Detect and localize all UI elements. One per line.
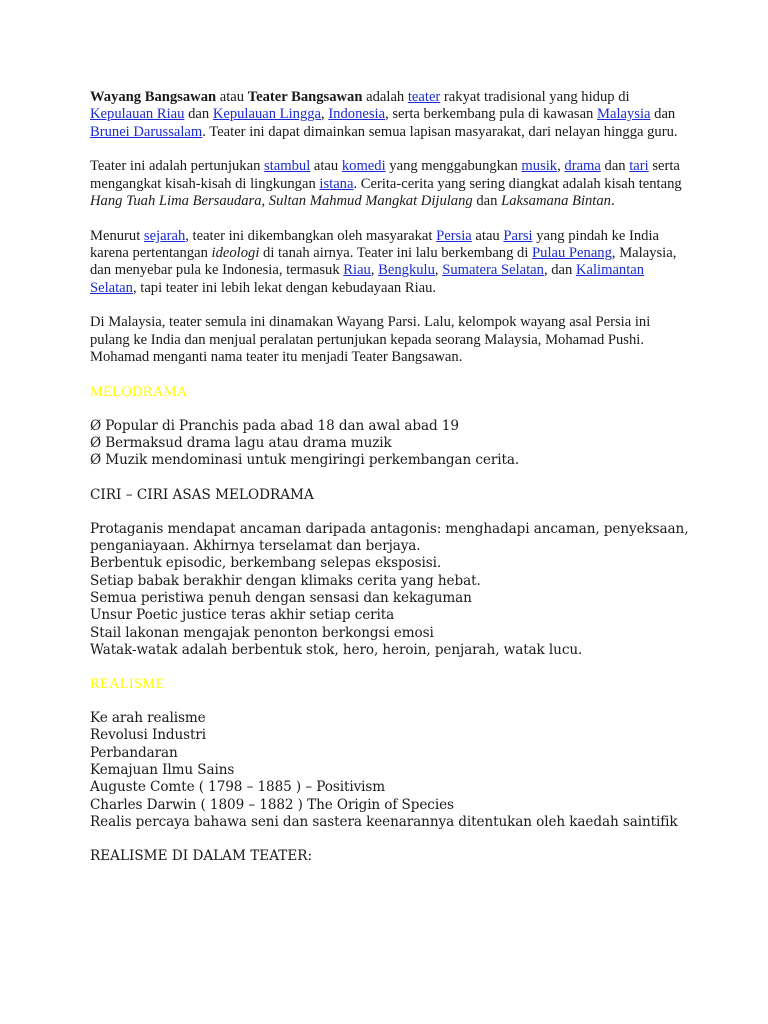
link-kepulauan-lingga[interactable]: Kepulauan Lingga <box>212 106 322 123</box>
term-teater-bangsawan: Teater Bangsawan <box>247 89 363 105</box>
heading-realisme: REALISME <box>90 676 165 693</box>
list-item: Revolusi Industri <box>90 727 207 744</box>
list-item: penganiayaan. Akhirnya terselamat dan berjaya. <box>90 538 421 555</box>
link-riau[interactable]: Riau <box>343 262 371 279</box>
link-brunei-darussalam[interactable]: Brunei Darussalam <box>90 123 203 140</box>
term-ideologi: ideologi <box>211 245 260 262</box>
term-wayang-bangsawan: Wayang Bangsawan <box>90 89 217 105</box>
list-item: Realis percaya bahawa seni dan sastera keenarannya ditentukan oleh kaedah saintifik <box>90 813 678 830</box>
link-sejarah[interactable]: sejarah <box>143 227 186 244</box>
melodrama-list <box>90 418 690 470</box>
list-item: Auguste Comte ( 1798 – 1885 ) – Positivism <box>90 779 386 796</box>
link-istana[interactable]: istana <box>319 175 354 192</box>
link-komedi[interactable]: komedi <box>341 158 386 175</box>
link-kalimantan-selatan[interactable]: Kalimantan Selatan <box>90 262 645 296</box>
link-malaysia[interactable]: Malaysia <box>597 106 651 123</box>
document-content <box>90 89 690 882</box>
story-title: Sultan Mahmud Mangkat Dijulang <box>268 192 473 209</box>
list-item: Unsur Poetic justice teras akhir setiap cerita <box>90 607 395 624</box>
list-item: Watak-watak adalah berbentuk stok, hero, heroin, penjarah, watak lucu. <box>90 641 583 658</box>
paragraph-malaysia: Di Malaysia, teater semula ini dinamakan Wayang Parsi. Lalu, kelompok wayang asal Persia ini pulang ke India dan menjual peralatan pertunjukan kepada seorang Malaysia, Mohamad Pushi. Mohamad menganti nama teater itu menjadi Teater Bangsawan. <box>90 314 651 366</box>
list-item: Stail lakonan mengajak penonton berkongsi emosi <box>90 624 434 641</box>
link-tari[interactable]: tari <box>629 158 649 175</box>
story-title: Laksamana Bintan <box>501 192 611 209</box>
list-item: Setiap babak berakhir dengan klimaks cerita yang hebat. <box>90 572 481 589</box>
ciri-list <box>90 521 690 659</box>
link-drama[interactable]: drama <box>564 158 601 175</box>
list-item: Ø Popular di Pranchis pada abad 18 dan awal abad 19 <box>90 417 459 434</box>
list-item: Ø Bermaksud drama lagu atau drama muzik <box>90 435 392 452</box>
list-item: Charles Darwin ( 1809 – 1882 ) The Origin of Species <box>90 796 454 813</box>
link-kepulauan-riau[interactable]: Kepulauan Riau <box>90 106 185 123</box>
paragraph-intro: Wayang Bangsawan atau Teater Bangsawan adalah teater rakyat tradisional yang hidup di Kepulauan Riau dan Kepulauan Lingga, Indonesia, serta berkembang pula di kawasan Malaysia dan Brunei Darussalam. Teater ini dapat dimainkan semua lapisan masyarakat, dari nelayan hingga guru. <box>90 89 678 140</box>
list-item: Berbentuk episodic, berkembang selepas eksposisi. <box>90 555 442 572</box>
link-sumatera-selatan[interactable]: Sumatera Selatan <box>442 262 544 279</box>
link-pulau-penang[interactable]: Pulau Penang <box>532 245 612 262</box>
paragraph-pertunjukan: Teater ini adalah pertunjukan stambul atau komedi yang menggabungkan musik, drama dan tari serta mengangkat kisah-kisah di lingkungan istana. Cerita-cerita yang sering diangkat adalah kisah tentang Hang Tuah Lima Bersaudara, Sultan Mahmud Mangkat Dijulang dan Laksamana Bintan. <box>90 158 682 209</box>
link-parsi[interactable]: Parsi <box>503 227 533 244</box>
link-bengkulu[interactable]: Bengkulu <box>378 262 435 279</box>
list-item: Ke arah realisme <box>90 710 206 727</box>
realisme-list <box>90 710 690 831</box>
link-stambul[interactable]: stambul <box>264 158 311 175</box>
list-item: Protaganis mendapat ancaman daripada antagonis: menghadapi ancaman, penyeksaan, <box>90 520 689 537</box>
heading-ciri-asas: CIRI – CIRI ASAS MELODRAMA <box>90 486 314 503</box>
list-item: Semua peristiwa penuh dengan sensasi dan kekaguman <box>90 589 472 606</box>
heading-realisme-di-dalam-teater: REALISME DI DALAM TEATER: <box>90 848 313 865</box>
list-item: Perbandaran <box>90 744 178 761</box>
paragraph-sejarah: Menurut sejarah, teater ini dikembangkan oleh masyarakat Persia atau Parsi yang pindah ke India karena pertentangan ideologi di tanah airnya. Teater ini lalu berkembang di Pulau Penang, Malaysia, dan menyebar pula ke Indonesia, termasuk Riau, Bengkulu, Sumatera Selatan, dan Kalimantan Selatan, tapi teater ini lebih lekat dengan kebudayaan Riau. <box>90 227 677 296</box>
link-persia[interactable]: Persia <box>436 227 472 244</box>
story-title: Hang Tuah Lima Bersaudara <box>90 192 262 209</box>
link-teater[interactable]: teater <box>407 89 441 105</box>
link-indonesia[interactable]: Indonesia <box>328 106 386 123</box>
list-item: Kemajuan Ilmu Sains <box>90 762 235 779</box>
link-musik[interactable]: musik <box>521 158 558 175</box>
list-item: Ø Muzik mendominasi untuk mengiringi perkembangan cerita. <box>90 452 520 469</box>
heading-melodrama: MELODRAMA <box>90 383 188 400</box>
